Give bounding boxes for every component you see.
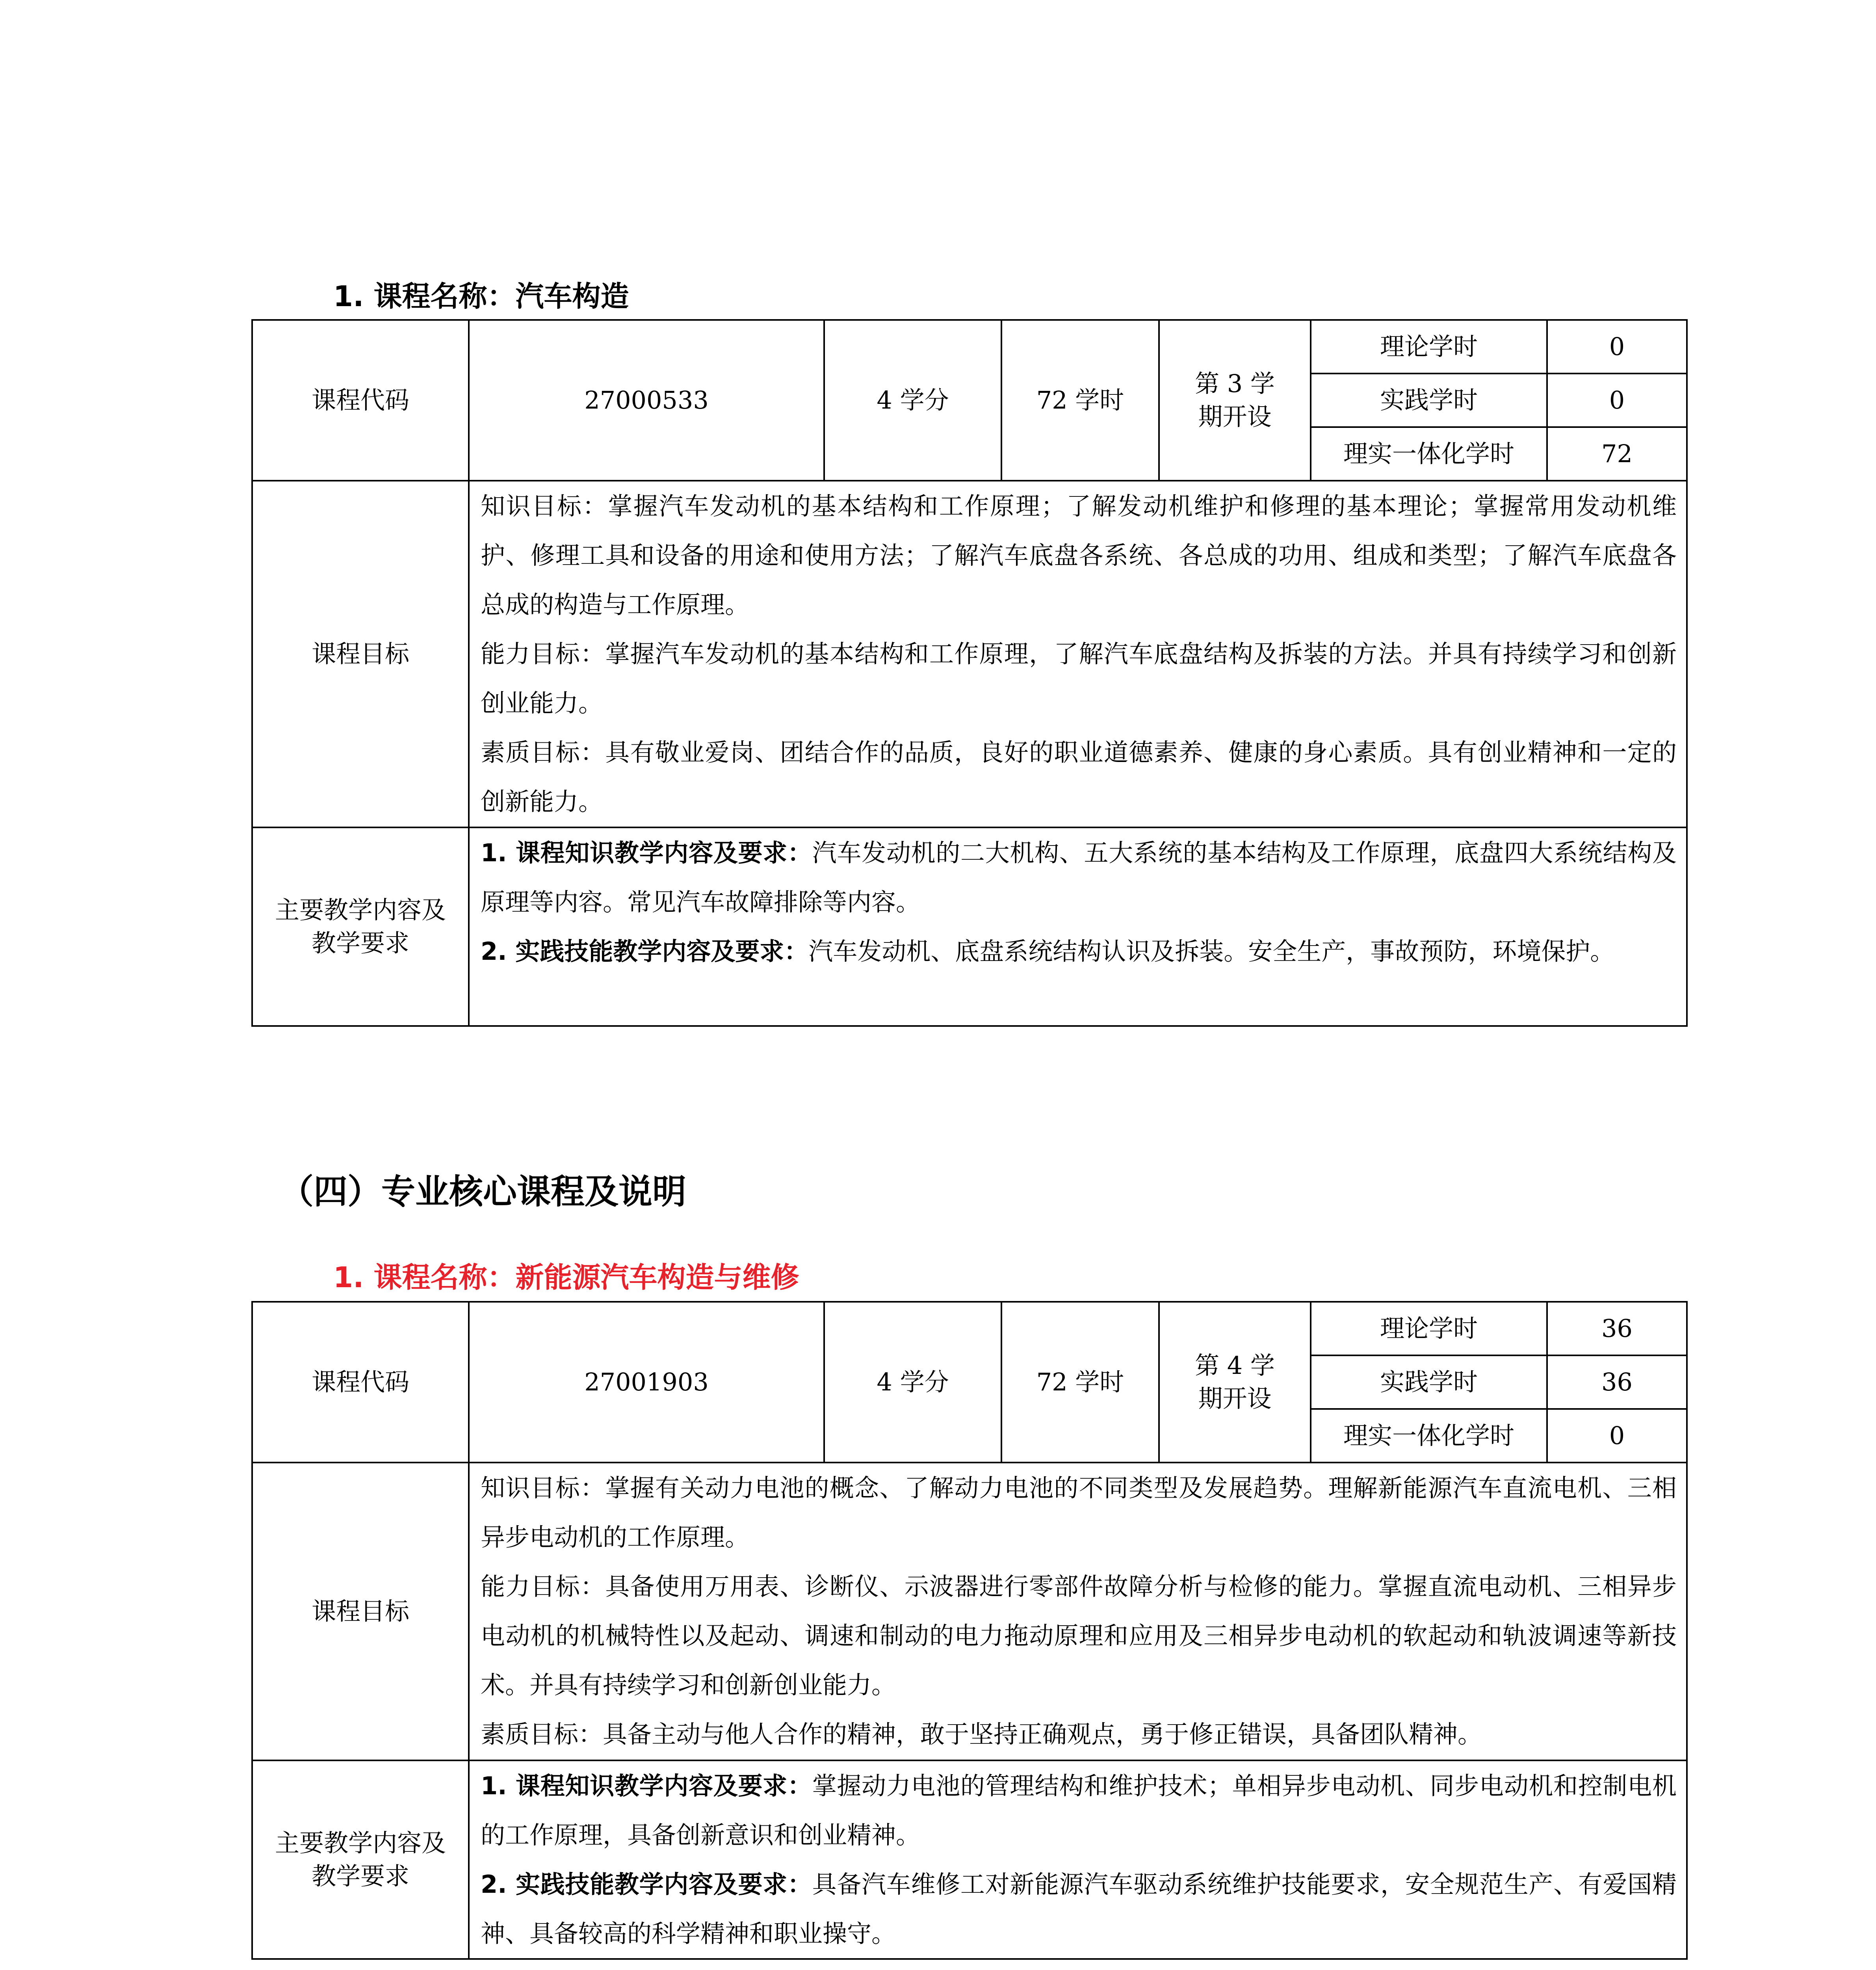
- course-goal-label: 课程目标: [252, 481, 469, 827]
- practice-content: 2. 实践技能教学内容及要求：具备汽车维修工对新能源汽车驱动系统维护技能要求，安全规范生产、有爱国精神、具备较高的科学精神和职业操守。: [481, 1870, 1677, 1948]
- practice-hours: 36: [1547, 1355, 1687, 1409]
- course-goal-text: [469, 481, 1687, 827]
- practice-hours: 0: [1547, 374, 1687, 427]
- course-1-heading: 1. 课程名称：汽车构造: [333, 280, 629, 313]
- integrated-hours-label: 理实一体化学时: [1311, 1409, 1547, 1463]
- knowledge-content: 1. 课程知识教学内容及要求：掌握动力电池的管理结构和维护技术；单相异步电动机、同步电动机和控制电机的工作原理，具备创新意识和创业精神。: [481, 1771, 1677, 1849]
- knowledge-content: 1. 课程知识教学内容及要求：汽车发动机的二大机构、五大系统的基本结构及工作原理，底盘四大系统结构及原理等内容。常见汽车故障排除等内容。: [481, 838, 1677, 916]
- integrated-hours: 72: [1547, 427, 1687, 481]
- course-goal-label: 课程目标: [252, 1463, 469, 1760]
- course-semester: 第 3 学期开设: [1159, 320, 1311, 481]
- knowledge-goal: 知识目标：掌握汽车发动机的基本结构和工作原理；了解发动机维护和修理的基本理论；掌握常用发动机维护、修理工具和设备的用途和使用方法；了解汽车底盘各系统、各总成的功用、组成和类型；了解汽车底盘各总成的构造与工作原理。: [481, 492, 1677, 619]
- quality-goal: 素质目标：具有敬业爱岗、团结合作的品质，良好的职业道德素养、健康的身心素质。具有创业精神和一定的创新能力。: [481, 738, 1677, 816]
- practice-hours-label: 实践学时: [1311, 374, 1547, 427]
- quality-goal: 素质目标：具备主动与他人合作的精神，敢于坚持正确观点，勇于修正错误，具备团队精神。: [481, 1720, 1482, 1749]
- integrated-hours-label: 理实一体化学时: [1311, 427, 1547, 481]
- course-2-table: [251, 1301, 1688, 1960]
- teaching-content-text: [469, 1760, 1687, 1959]
- ability-goal: 能力目标：具备使用万用表、诊断仪、示波器进行零部件故障分析与检修的能力。掌握直流电动机、三相异步电动机的机械特性以及起动、调速和制动的电力拖动原理和应用及三相异步电动机的软起动和轨波调速等新技术。并具有持续学习和创新创业能力。: [481, 1572, 1677, 1699]
- course-credits: 4 学分: [824, 1302, 1001, 1463]
- course-hours: 72 学时: [1001, 1302, 1159, 1463]
- course-credits: 4 学分: [824, 320, 1001, 481]
- course-code: 27000533: [469, 320, 824, 481]
- integrated-hours: 0: [1547, 1409, 1687, 1463]
- course-goal-text: [469, 1463, 1687, 1760]
- teaching-content-label: 主要教学内容及教学要求: [252, 1760, 469, 1959]
- course-code: 27001903: [469, 1302, 824, 1463]
- ability-goal: 能力目标：掌握汽车发动机的基本结构和工作原理，了解汽车底盘结构及拆装的方法。并具有持续学习和创新创业能力。: [481, 639, 1677, 717]
- teaching-content-text: [469, 827, 1687, 1026]
- practice-content: 2. 实践技能教学内容及要求：汽车发动机、底盘系统结构认识及拆装。安全生产，事故预防，环境保护。: [481, 937, 1615, 966]
- theory-hours-label: 理论学时: [1311, 320, 1547, 374]
- theory-hours: 0: [1547, 320, 1687, 374]
- course-1-table: [251, 319, 1688, 1027]
- section-heading: （四）专业核心课程及说明: [280, 1172, 686, 1212]
- course-semester: 第 4 学期开设: [1159, 1302, 1311, 1463]
- course-hours: 72 学时: [1001, 320, 1159, 481]
- theory-hours: 36: [1547, 1302, 1687, 1355]
- practice-hours-label: 实践学时: [1311, 1355, 1547, 1409]
- theory-hours-label: 理论学时: [1311, 1302, 1547, 1355]
- course-code-label: 课程代码: [252, 1302, 469, 1463]
- teaching-content-label: 主要教学内容及教学要求: [252, 827, 469, 1026]
- course-2-heading: 1. 课程名称：新能源汽车构造与维修: [333, 1261, 799, 1294]
- course-code-label: 课程代码: [252, 320, 469, 481]
- knowledge-goal: 知识目标：掌握有关动力电池的概念、了解动力电池的不同类型及发展趋势。理解新能源汽车直流电机、三相异步电动机的工作原理。: [481, 1474, 1677, 1552]
